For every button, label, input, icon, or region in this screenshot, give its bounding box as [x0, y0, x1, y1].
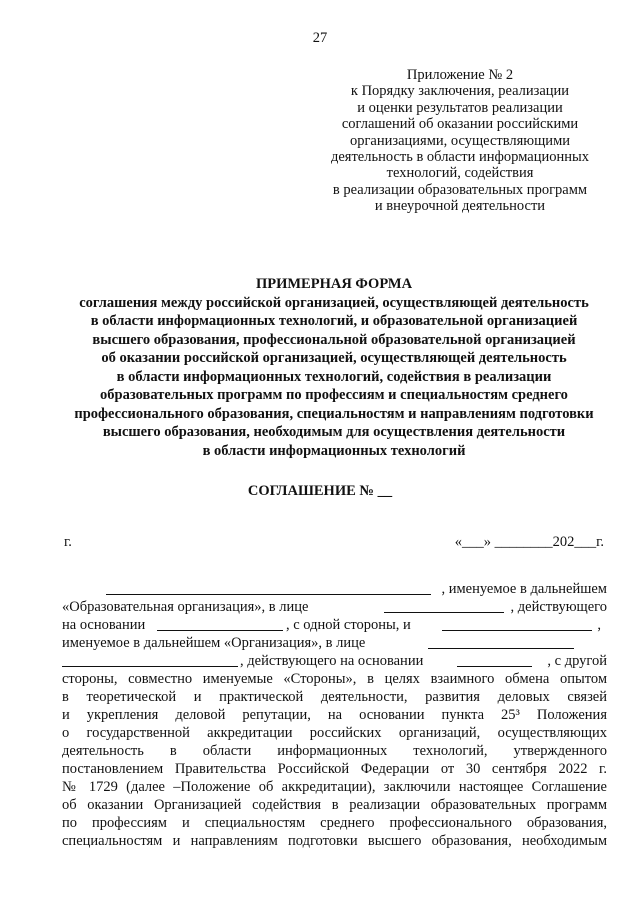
appendix-line: Приложение № 2 [406, 67, 514, 83]
city-label: г. [64, 534, 72, 550]
body-text: , с одной стороны, и [286, 617, 411, 633]
body-line-5 [62, 653, 607, 672]
organization-blank[interactable] [442, 617, 592, 631]
body-line: деятельность в области информационных технологий, утвержденного [62, 743, 607, 759]
page-number: 27 [312, 30, 328, 46]
form-title-line: высшего образования, профессиональной образовательной организацией [92, 331, 576, 348]
body-line: по профессиям и специальностям среднего профессионального образования, [62, 815, 607, 831]
appendix-line: организациями, осуществляющими [349, 132, 571, 149]
form-title-line: в области информационных технологий, и образовательной организацией [90, 313, 578, 329]
body-line-3 [62, 617, 607, 636]
body-line: стороны, совместно именуемые «Стороны», в целях взаимного обмена опытом [62, 671, 607, 687]
appendix-block [292, 67, 628, 215]
body-text: «Образовательная организация», в лице [62, 599, 309, 615]
agreement-title: СОГЛАШЕНИЕ № __ [247, 483, 393, 499]
form-title-heading: ПРИМЕРНАЯ ФОРМА [255, 276, 413, 292]
appendix-line: в реализации образовательных программ [332, 181, 588, 198]
body-text: , именуемое в дальнейшем [441, 581, 607, 597]
form-title-line: высшего образования, необходимым для осуществления деятельности [102, 424, 566, 440]
date-row [64, 534, 604, 552]
appendix-line: и внеурочной деятельности [374, 198, 546, 215]
appendix-line: технологий, содействия [386, 165, 534, 182]
organization-representative-blank[interactable] [428, 635, 574, 649]
form-title-line: об оказании российской организацией, осуществляющей деятельность [101, 350, 567, 366]
form-title-line: соглашения между российской организацией, осуществляющей деятельность [79, 294, 589, 311]
body-text: именуемое в дальнейшем «Организация», в лице [62, 635, 366, 651]
body-text: на основании [62, 617, 146, 633]
appendix-line: соглашений об оказании российскими [341, 116, 579, 133]
body-line: об оказании Организацией содействия в реализации образовательных программ [62, 797, 607, 813]
body-line: № 1729 (далее –Положение об аккредитации), заключили настоящее Соглашение [62, 779, 607, 795]
appendix-line: деятельность в области информационных [330, 149, 590, 166]
body-text: , действующего [510, 599, 607, 615]
basis-blank[interactable] [157, 617, 283, 631]
form-title-line: профессионального образования, специальностям и направлениям подготовки [74, 405, 594, 422]
representative-blank[interactable] [384, 599, 504, 613]
body-line-2 [62, 599, 607, 618]
body-line: постановлением Правительства Российской Федерации от 30 сентября 2022 г. [62, 761, 607, 777]
appendix-line: и оценки результатов реализации [357, 99, 563, 116]
body-line: и укрепления деловой репутации, на основании пункта 25³ Положения [62, 707, 607, 723]
form-title-line: в области информационных технологий [202, 442, 466, 459]
body-line-1 [62, 581, 607, 600]
body-text: , с другой [547, 653, 607, 669]
appendix-line: к Порядку заключения, реализации [350, 83, 570, 100]
form-title [40, 275, 628, 460]
body-line: специальностям и направлениям подготовки высшего образования, необходимым [62, 833, 607, 849]
body-text: , действующего на основании [240, 653, 424, 669]
body-text: , [597, 617, 601, 633]
organization-basis-blank[interactable] [457, 653, 532, 667]
body-line-4 [62, 635, 607, 654]
body-line: о государственной аккредитации российских организаций, осуществляющих [62, 725, 607, 741]
form-title-line: в области информационных технологий, содействия в реализации [116, 368, 552, 385]
form-title-line: образовательных программ по профессиям и специальностям среднего [100, 387, 568, 403]
body-line: в теоретической и практической деятельности, развития деловых связей [62, 689, 607, 705]
org-name-blank[interactable] [106, 581, 431, 595]
position-blank[interactable] [62, 653, 238, 667]
agreement-date: «___» ________202___г. [454, 534, 604, 550]
